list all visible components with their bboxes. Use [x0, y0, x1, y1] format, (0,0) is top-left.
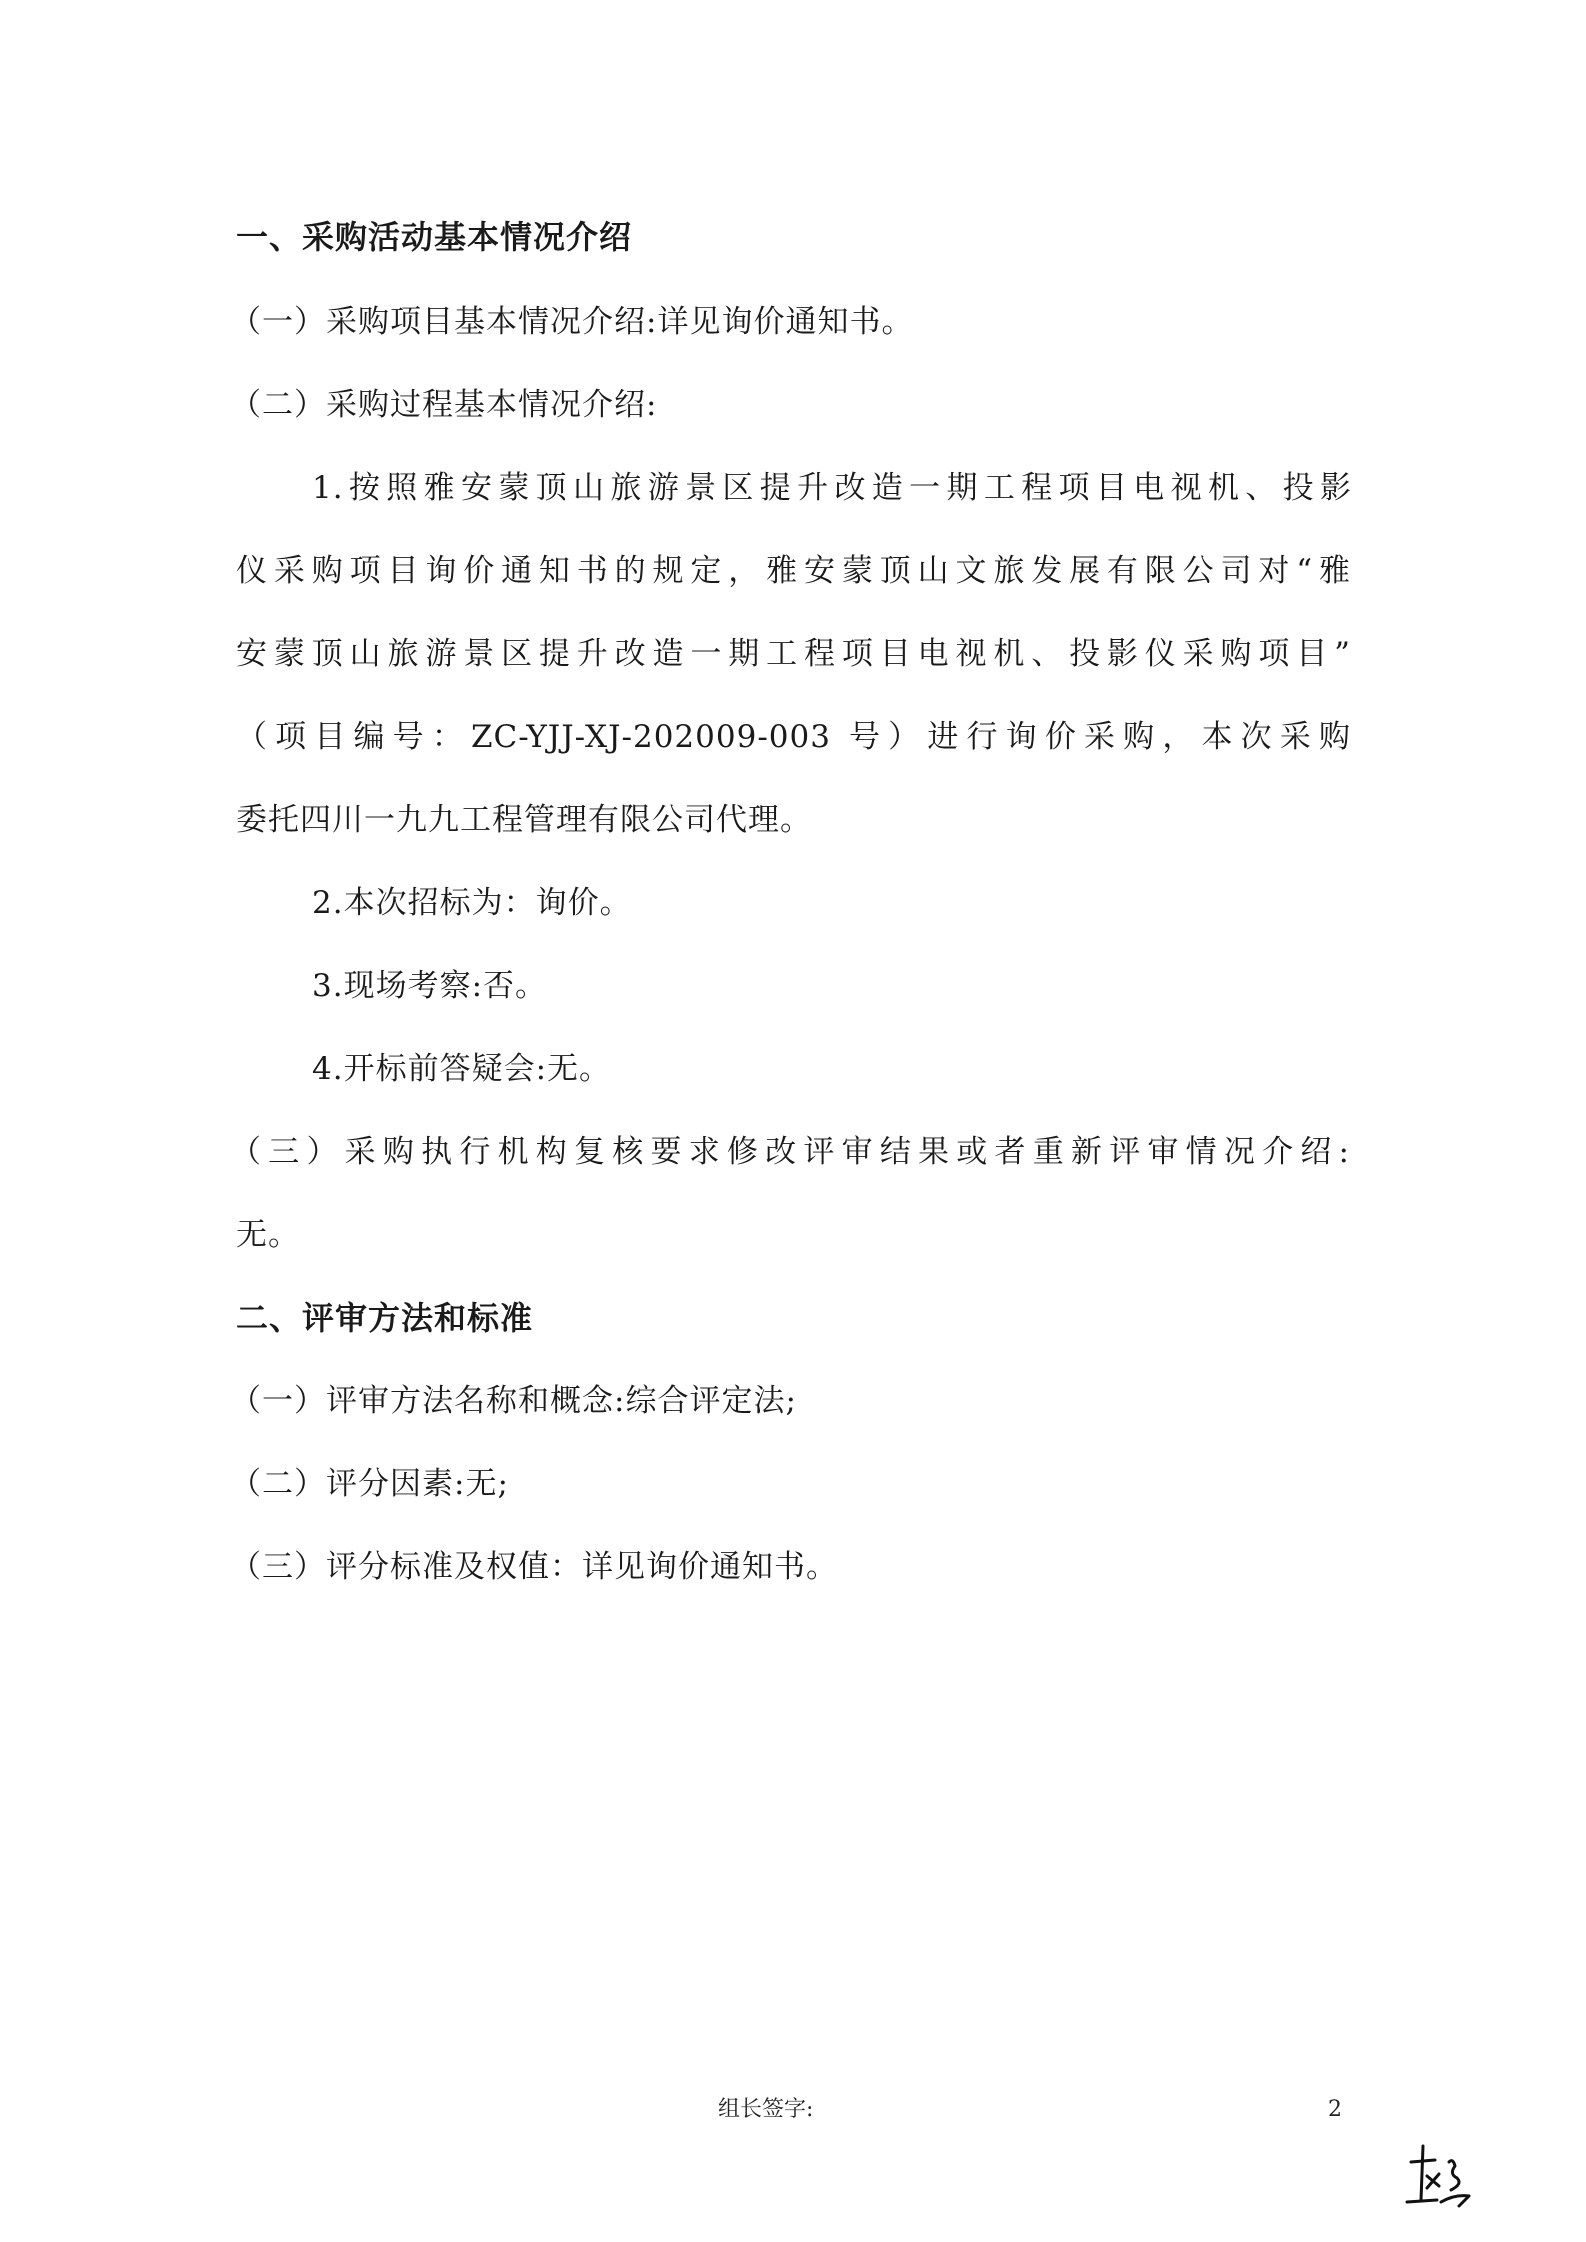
handwritten-signature-icon [1405, 2140, 1485, 2220]
section-1-item-1: （一）采购项目基本情况介绍:详见询价通知书。 [230, 304, 914, 340]
section-2-item-2: （二）评分因素:无; [230, 1466, 509, 1502]
paragraph-1-line-5: 委托四川一九九工程管理有限公司代理。 [236, 802, 812, 838]
section-2-item-3: （三）评分标准及权值：详见询价通知书。 [230, 1549, 838, 1585]
point-2: 2.本次招标为：询价。 [312, 885, 632, 921]
section-1-heading: 一、采购活动基本情况介绍 [236, 218, 633, 256]
paragraph-1-line-3: 安蒙顶山旅游景区提升改造一期工程项目电视机、投影仪采购项目” [236, 636, 1351, 672]
section-1-item-2: （二）采购过程基本情况介绍: [230, 387, 658, 423]
section-2-heading: 二、评审方法和标准 [236, 1299, 534, 1337]
signature-label: 组长签字: [718, 2097, 814, 2122]
point-3: 3.现场考察:否。 [312, 968, 548, 1004]
point-4: 4.开标前答疑会:无。 [312, 1051, 612, 1087]
section-1-item-3-line-1: （三）采购执行机构复核要求修改评审结果或者重新评审情况介绍: [230, 1134, 1350, 1170]
paragraph-1-line-2: 仪采购项目询价通知书的规定，雅安蒙顶山文旅发展有限公司对“雅 [236, 553, 1351, 589]
section-2-item-1: （一）评审方法名称和概念:综合评定法; [230, 1383, 797, 1419]
paragraph-1-line-4: （项目编号：ZC-YJJ-XJ-202009-003 号）进行询价采购，本次采购 [236, 719, 1351, 755]
section-1-item-3-line-2: 无。 [236, 1217, 300, 1253]
page-number: 2 [1328, 2097, 1342, 2122]
paragraph-1-line-1: 1.按照雅安蒙顶山旅游景区提升改造一期工程项目电视机、投影 [312, 470, 1352, 506]
